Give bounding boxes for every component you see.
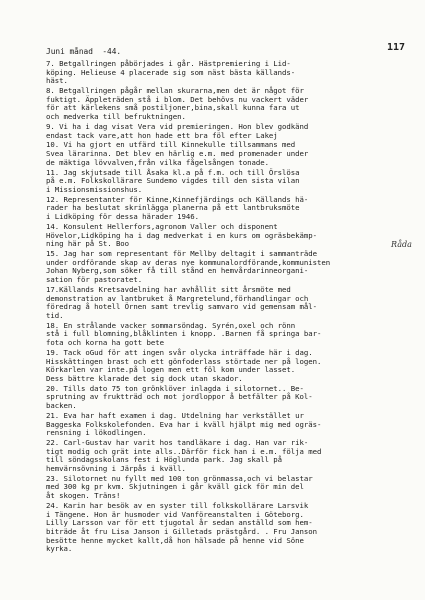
entry-line: 24. Karin har besök av en syster till folkskollärare Larsvik bbox=[46, 500, 309, 510]
entry-line: Hisskättingen brast och ett gönfoderlass störtade ner på logen. bbox=[46, 356, 322, 366]
entry-line: Dess bättre klarade det sig dock utan skador. bbox=[46, 373, 243, 383]
entry-line: kyrka. bbox=[46, 544, 73, 554]
entry-line: fota och korna ha gott bete bbox=[46, 338, 165, 348]
page-header: Juni månad -44. bbox=[46, 47, 122, 56]
entry-line: för att kärlekens små postiljoner,bina,skall kunna fara ut bbox=[46, 103, 300, 113]
entry-line: på e.m. Folkskollärare Sundemo vigdes till den sista vilan bbox=[46, 176, 300, 186]
entry-line: backen. bbox=[46, 401, 77, 410]
entry-line: rader ha beslutat skrinlägga planerna på ett lantbruksmöte bbox=[46, 203, 300, 213]
entry-line: 10. Vi ha gjort en utfärd till Kinnekulle tillsammans med bbox=[46, 140, 296, 150]
entry-line: under ordförande skap av deras nye kommunalordförande,kommunisten bbox=[46, 257, 331, 267]
entry-line: 20. Tills dato 75 ton grönklöver inlagda i silotornet.. Be- bbox=[46, 383, 304, 393]
diary-entry bbox=[46, 439, 406, 474]
entry-line: fuktigt. Äppleträden stå i blom. Det behövs nu vackert väder bbox=[46, 94, 309, 104]
entry-line: föredrag å hotell Örnen samt trevlig samvaro vid gemensam mål- bbox=[46, 302, 318, 312]
entry-line: 17.Källands Kretsavdelning har avhållit sitt årsmöte med bbox=[46, 284, 291, 294]
diary-entry bbox=[46, 385, 406, 411]
entry-line: åt skogen. Träns! bbox=[46, 491, 121, 501]
entry-line: tid. bbox=[46, 310, 64, 320]
entry-line: häst. bbox=[46, 76, 68, 86]
diary-entry bbox=[46, 87, 406, 122]
entry-line: Hövelor,Lidköping ha i dag medverkat i en kurs om ogräsbekämp- bbox=[46, 230, 318, 240]
entry-line: rensning i lökodlingen. bbox=[46, 428, 147, 438]
entry-line: 19. Tack oGud för att ingen svår olycka inträffade här i dag. bbox=[46, 347, 313, 357]
entry-line: 8. Betgallringen pågår mellan skurarna,men det är något för bbox=[46, 86, 304, 96]
diary-entry bbox=[46, 322, 406, 348]
entry-line: 14. Konsulent Hellerfors,agronom Valler och disponent bbox=[46, 221, 278, 231]
entry-line: Johan Nyberg,som söker få till stånd en hemvårdarinneorgani- bbox=[46, 266, 309, 276]
diary-entry bbox=[46, 169, 406, 195]
entry-line: i Lidköping för dessa härader 1946. bbox=[46, 212, 199, 222]
diary-entry bbox=[46, 60, 406, 86]
entry-line: 11. Jag skjutsade till Åsaka kl.a på f.m. och till Örslösa bbox=[46, 167, 300, 177]
entry-line: 9. Vi ha i dag visat Vera vid premieringen. Hon blev godkänd bbox=[46, 121, 309, 131]
diary-entry bbox=[46, 502, 406, 554]
diary-entry bbox=[46, 141, 406, 167]
entry-line: ning här på St. Boo bbox=[46, 239, 130, 249]
entry-line: demonstration av lantbruket å Margretelund,förhandlingar och bbox=[46, 293, 309, 303]
entry-line: 21. Eva har haft examen i dag. Utdelning har verkstället ur bbox=[46, 410, 304, 420]
diary-entry bbox=[46, 196, 406, 222]
entry-line: endast tack vare,att hon hade ett bra föl efter Lakej bbox=[46, 130, 278, 140]
entry-line: tigt modig och grät inte alls..Därför fick han i e.m. följa med bbox=[46, 446, 322, 456]
entry-line: Svea lärarinna. Det blev en härlig e.m. med promenader under bbox=[46, 149, 309, 159]
entry-line: till söndagsskolans fest i Höglunda park. Jag skall på bbox=[46, 455, 283, 465]
entry-line: besötte henne mycket kallt,då hon hälsade på henne vid Söne bbox=[46, 535, 304, 545]
entry-line: sation för pastoratet. bbox=[46, 275, 143, 285]
entry-line: biträde åt fru Lisa Janson i Gilletads prästgård. . Fru Janson bbox=[46, 526, 318, 536]
entry-line: 23. Silotornet nu fyllt med 100 ton grönmassa,och vi belastar bbox=[46, 473, 313, 483]
entry-line: 7. Betgallringen påbörjades i går. Hästpremiering i Lid- bbox=[46, 59, 291, 68]
entry-line: de mäktiga lövvalven,från vilka fågelsången tonade. bbox=[46, 157, 269, 167]
entry-line: sprutning av fruktträd och mot jordloppor å betfälter på Kol- bbox=[46, 392, 313, 402]
diary-entry bbox=[46, 412, 406, 438]
entry-line: 12. Representanter för Kinne,Kinnefjärdings och Källands hä- bbox=[46, 194, 309, 204]
entry-line: 18. En strålande vacker sommarsöndag. Syrén,oxel och rönn bbox=[46, 320, 296, 330]
diary-entry bbox=[46, 286, 406, 321]
entry-line: med 300 kg pr kvm. Skjutningen i går kväll gick för min del bbox=[46, 482, 304, 492]
entry-line: 15. Jag har som representant för Mellby deltagit i sammanträde bbox=[46, 249, 318, 259]
entry-line: köping. Helieuse 4 placerade sig som näst bästa källands- bbox=[46, 67, 296, 77]
entry-line: Körkarlen var inte.på logen men ett föl kom under lasset. bbox=[46, 365, 296, 375]
entry-line: och medverka till befruktningen. bbox=[46, 112, 186, 122]
diary-entry bbox=[46, 250, 406, 285]
page-number: 117 bbox=[387, 42, 406, 53]
diary-entry bbox=[46, 223, 406, 249]
handwritten-margin-note: Råda bbox=[391, 240, 412, 249]
entry-line: hemvärnsövning i Järpås i kväll. bbox=[46, 463, 186, 473]
entry-line: Lilly Larsson var för ett tjugotal år sedan anställd som hem- bbox=[46, 518, 313, 528]
entry-line: 22. Carl-Gustav har varit hos tandläkare i dag. Han var rik- bbox=[46, 438, 309, 447]
entry-line: i Tängene. Hon är husmoder vid Vanföreanstalten i Göteborg. bbox=[46, 509, 304, 519]
diary-entries bbox=[46, 60, 406, 555]
diary-entry bbox=[46, 123, 406, 140]
entry-line: i Missionsmissionshus. bbox=[46, 184, 143, 194]
diary-entry bbox=[46, 349, 406, 384]
entry-line: stå i full blomning,blåklinten i knopp. .Barnen få springa bar- bbox=[46, 329, 322, 339]
entry-line: Baggeska Folkskolefonden. Eva har i kväll hjälpt mig med ogräs- bbox=[46, 419, 322, 429]
diary-entry bbox=[46, 475, 406, 501]
